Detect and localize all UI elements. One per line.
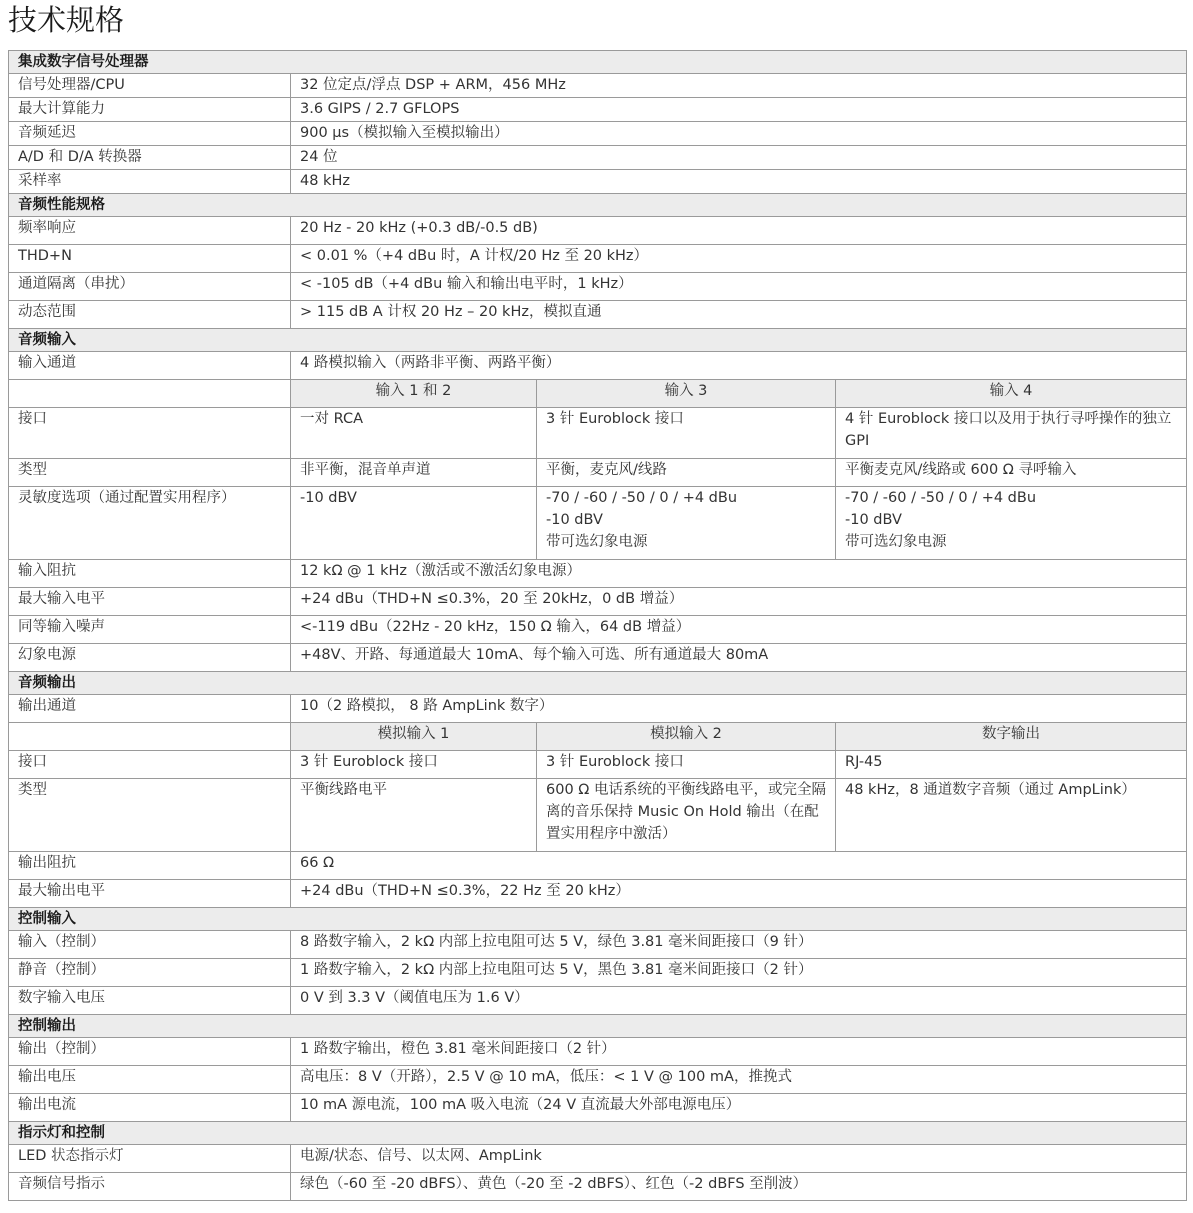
row-value: 10（2 路模拟， 8 路 AmpLink 数字） [291, 695, 1187, 723]
row-label: 静音（控制） [9, 959, 291, 987]
spec-table [8, 50, 1187, 1201]
table-row [9, 644, 1187, 672]
cell: 一对 RCA [291, 408, 537, 459]
section-heading: 集成数字信号处理器 [9, 51, 1187, 74]
section-header [9, 1015, 1187, 1038]
table-row [9, 588, 1187, 616]
table-row [9, 273, 1187, 301]
cell [836, 487, 1187, 560]
column-header: 数字输出 [836, 723, 1187, 751]
row-value: +24 dBu（THD+N ≤0.3%，22 Hz 至 20 kHz） [291, 880, 1187, 908]
row-label: 最大输入电平 [9, 588, 291, 616]
row-value: 12 kΩ @ 1 kHz（激活或不激活幻象电源） [291, 560, 1187, 588]
row-value: 20 Hz - 20 kHz (+0.3 dB/-0.5 dB) [291, 217, 1187, 245]
row-value: <-119 dBu（22Hz - 20 kHz，150 Ω 输入，64 dB 增益） [291, 616, 1187, 644]
table-row [9, 880, 1187, 908]
column-header: 输入 3 [537, 380, 836, 408]
row-value: < 0.01 %（+4 dBu 时，A 计权/20 Hz 至 20 kHz） [291, 245, 1187, 273]
row-label: 输出阻抗 [9, 852, 291, 880]
cell: 3 针 Euroblock 接口 [291, 751, 537, 779]
cell: 平衡麦克风/线路或 600 Ω 寻呼输入 [836, 459, 1187, 487]
row-value: 4 路模拟输入（两路非平衡、两路平衡） [291, 352, 1187, 380]
table-row [9, 459, 1187, 487]
row-label: 输入（控制） [9, 931, 291, 959]
row-label: 类型 [9, 459, 291, 487]
section-header [9, 908, 1187, 931]
row-label: 输入通道 [9, 352, 291, 380]
row-value: 0 V 到 3.3 V（阈值电压为 1.6 V） [291, 987, 1187, 1015]
row-label: 最大输出电平 [9, 880, 291, 908]
row-label: 输入阻抗 [9, 560, 291, 588]
section-heading: 控制输出 [9, 1015, 1187, 1038]
column-header-row [9, 380, 1187, 408]
table-row [9, 122, 1187, 146]
table-row [9, 74, 1187, 98]
row-label: A/D 和 D/A 转换器 [9, 146, 291, 170]
section-header [9, 1122, 1187, 1145]
table-row [9, 301, 1187, 329]
row-label: 接口 [9, 751, 291, 779]
table-row [9, 987, 1187, 1015]
table-row [9, 1173, 1187, 1201]
row-label: 输出通道 [9, 695, 291, 723]
row-label: 数字输入电压 [9, 987, 291, 1015]
cell: RJ-45 [836, 751, 1187, 779]
section-heading: 音频性能规格 [9, 194, 1187, 217]
row-value: 8 路数字输入，2 kΩ 内部上拉电阻可达 5 V，绿色 3.81 毫米间距接口（9 针） [291, 931, 1187, 959]
row-value: 绿色（-60 至 -20 dBFS）、黄色（-20 至 -2 dBFS）、红色（-2 dBFS 至削波） [291, 1173, 1187, 1201]
row-label: 信号处理器/CPU [9, 74, 291, 98]
row-value: 900 μs（模拟输入至模拟输出） [291, 122, 1187, 146]
table-row [9, 146, 1187, 170]
page-title: 技术规格 [8, 3, 125, 37]
table-row [9, 98, 1187, 122]
row-value: 电源/状态、信号、以太网、AmpLink [291, 1145, 1187, 1173]
row-value: 10 mA 源电流，100 mA 吸入电流（24 V 直流最大外部电源电压） [291, 1094, 1187, 1122]
table-row [9, 751, 1187, 779]
section-heading: 音频输出 [9, 672, 1187, 695]
cell-line: -10 dBV [546, 512, 603, 528]
row-label: 频率响应 [9, 217, 291, 245]
column-header-row [9, 723, 1187, 751]
row-label: 最大计算能力 [9, 98, 291, 122]
cell: -10 dBV [291, 487, 537, 560]
row-value: 1 路数字输入，2 kΩ 内部上拉电阻可达 5 V，黑色 3.81 毫米间距接口（2 针） [291, 959, 1187, 987]
row-label: THD+N [9, 245, 291, 273]
cell: 3 针 Euroblock 接口 [537, 751, 836, 779]
empty-cell [9, 380, 291, 408]
cell: 平衡，麦克风/线路 [537, 459, 836, 487]
cell: 48 kHz，8 通道数字音频（通过 AmpLink） [836, 779, 1187, 852]
row-label: 同等输入噪声 [9, 616, 291, 644]
row-value: 3.6 GIPS / 2.7 GFLOPS [291, 98, 1187, 122]
column-header: 输入 1 和 2 [291, 380, 537, 408]
table-row [9, 1066, 1187, 1094]
table-row [9, 779, 1187, 852]
table-row [9, 217, 1187, 245]
table-row [9, 1094, 1187, 1122]
column-header: 模拟输入 1 [291, 723, 537, 751]
row-value: 32 位定点/浮点 DSP + ARM，456 MHz [291, 74, 1187, 98]
row-value: < -105 dB（+4 dBu 输入和输出电平时，1 kHz） [291, 273, 1187, 301]
table-row [9, 170, 1187, 194]
table-row [9, 931, 1187, 959]
cell: 4 针 Euroblock 接口以及用于执行寻呼操作的独立 GPI [836, 408, 1187, 459]
cell [537, 487, 836, 560]
section-header [9, 51, 1187, 74]
row-label: 输出电压 [9, 1066, 291, 1094]
row-label: LED 状态指示灯 [9, 1145, 291, 1173]
row-label: 音频延迟 [9, 122, 291, 146]
table-row [9, 1145, 1187, 1173]
cell: 非平衡，混音单声道 [291, 459, 537, 487]
row-value: +48V、开路、每通道最大 10mA、每个输入可选、所有通道最大 80mA [291, 644, 1187, 672]
table-row [9, 352, 1187, 380]
section-heading: 指示灯和控制 [9, 1122, 1187, 1145]
table-row [9, 616, 1187, 644]
table-row [9, 1038, 1187, 1066]
empty-cell [9, 723, 291, 751]
cell: 平衡线路电平 [291, 779, 537, 852]
table-row [9, 560, 1187, 588]
section-header [9, 672, 1187, 695]
table-row [9, 695, 1187, 723]
section-heading: 音频输入 [9, 329, 1187, 352]
row-value: > 115 dB A 计权 20 Hz – 20 kHz，模拟直通 [291, 301, 1187, 329]
cell-line: -70 / -60 / -50 / 0 / +4 dBu [845, 490, 1037, 506]
row-value: 高电压：8 V（开路），2.5 V @ 10 mA，低压：< 1 V @ 100 mA，推挽式 [291, 1066, 1187, 1094]
table-row [9, 959, 1187, 987]
column-header: 模拟输入 2 [537, 723, 836, 751]
cell-line: 带可选幻象电源 [546, 534, 648, 550]
column-header: 输入 4 [836, 380, 1187, 408]
cell: 600 Ω 电话系统的平衡线路电平，或完全隔离的音乐保持 Music On Hold 输出（在配置实用程序中激活） [537, 779, 836, 852]
row-value: 24 位 [291, 146, 1187, 170]
row-label: 输出（控制） [9, 1038, 291, 1066]
table-row [9, 408, 1187, 459]
row-label: 类型 [9, 779, 291, 852]
section-header [9, 329, 1187, 352]
row-label: 采样率 [9, 170, 291, 194]
table-row [9, 245, 1187, 273]
table-row [9, 852, 1187, 880]
cell-line: -70 / -60 / -50 / 0 / +4 dBu [546, 490, 738, 506]
cell-line: 带可选幻象电源 [845, 534, 947, 550]
row-label: 音频信号指示 [9, 1173, 291, 1201]
row-label: 接口 [9, 408, 291, 459]
row-value: +24 dBu（THD+N ≤0.3%，20 至 20kHz，0 dB 增益） [291, 588, 1187, 616]
row-label: 幻象电源 [9, 644, 291, 672]
cell-line: -10 dBV [845, 512, 902, 528]
table-row [9, 487, 1187, 560]
row-label: 动态范围 [9, 301, 291, 329]
cell: 3 针 Euroblock 接口 [537, 408, 836, 459]
row-value: 1 路数字输出，橙色 3.81 毫米间距接口（2 针） [291, 1038, 1187, 1066]
row-label: 输出电流 [9, 1094, 291, 1122]
row-value: 66 Ω [291, 852, 1187, 880]
row-label: 灵敏度选项（通过配置实用程序） [9, 487, 291, 560]
section-heading: 控制输入 [9, 908, 1187, 931]
row-value: 48 kHz [291, 170, 1187, 194]
section-header [9, 194, 1187, 217]
row-label: 通道隔离（串扰） [9, 273, 291, 301]
